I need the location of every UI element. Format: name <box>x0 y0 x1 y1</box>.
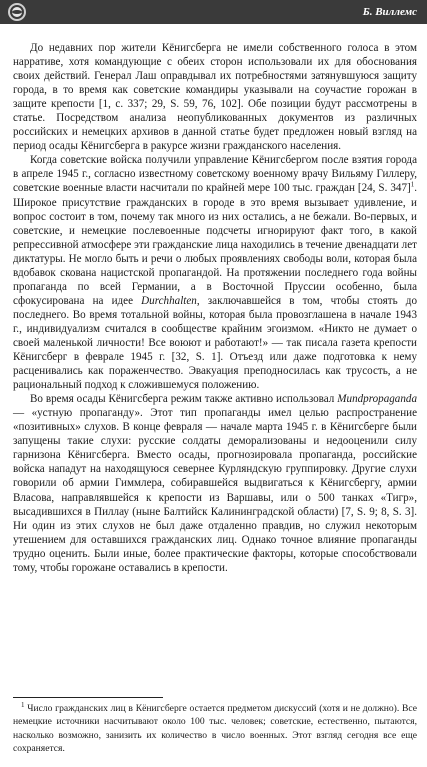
footnote <box>13 702 417 755</box>
footnote-paragraph <box>13 702 417 755</box>
text-segment: . Широкое присутствие гражданских в городе в это время вызывает удивление, и вопрос состоит в том, почему так много из них остались, а не бежали. Во-первых, и советские, и немецкие послевоенные подсчеты игнорируют факт того, в какой репрессивной атмосфере эти гражданские лица находились в течение двенадцати лет диктатуры. Не могло быть и речи о любых проявлениях свободы воли, которая была вдобавок скована нацистской пропагандой. На протяжении последнего года войны пропаганда по всей Германии, а в Восточной Пруссии особенно, была сфокусирована на идее <box>13 182 417 307</box>
text-segment: , заключавшейся в том, чтобы стоять до последнего. Во время тотальной войны, которая была провозглашена в начале 1943 г., индивидуализм считался в сообществе крайним эгоизмом. «Никто не думает о своей маленькой личности! Все воюют и работают!» — так писала газета крепости Кёнигсберг в феврале 1945 г. [32, S. 1]. Отъезд или даже подготовка к нему расценивались как пораженчество. Эвакуация преподносилась как трусость, а не рациональный подход к сложившемуся положению. <box>13 294 417 392</box>
paragraph <box>13 41 417 153</box>
italic-term: Durchhalten <box>141 294 197 307</box>
footnote-marker: 1 <box>21 700 25 709</box>
italic-term: Mundpropaganda <box>337 393 417 406</box>
footnote-reference[interactable]: 1 <box>410 180 415 189</box>
running-header-author: Б. Виллемс <box>362 6 417 18</box>
text-segment: — «устную пропаганду». Этот тип пропаганды имел целью распространение «позитивных» слухов. В конце февраля — начале марта 1945 г. в Кёнигсберге были запущены такие слухи: русские солдаты деморализованы и недооценили силу гарнизона Кёнигсберга. Вместо осады, прогнозировала пропаганда, российские войска нападут на находящуюся севернее Курляндскую группировку. Другие слухи говорили об армии Гиммлера, собиравшейся выдвигаться к Кёнигсбергу, армии Власова, направлявшейся к крепости из Варшавы, или о 500 танках «Тигр», высадившихся в Пиллау (ныне Балтийск Калининградской области) [7, S. 9; 8, S. 3]. Ни один из этих слухов не был даже отдаленно правдив, но служил некоторым утешением для оставшихся гражданских лиц. Однако точное влияние пропаганды трудно оценить. Были иные, более практические факторы, которые способствовали тому, чтобы горожане оставались в крепости. <box>13 407 417 574</box>
paragraph <box>13 153 417 392</box>
journal-logo-icon <box>8 3 26 21</box>
body-text <box>13 41 417 575</box>
text-segment: Во время осады Кёнигсберга режим также активно использовал <box>30 393 338 406</box>
footnote-text: Число гражданских лиц в Кёнигсберге остается предметом дискуссий (хотя и не должно). Все немецкие источники насчитывают около 100 тыс. человек; советские, естественно, пытаются, насколько возможно, занизить их количество в число военных. Этот взгляд сегодня все еще сохраняется. <box>13 703 417 754</box>
footnote-divider <box>13 697 163 698</box>
running-header <box>0 0 427 24</box>
paragraph <box>13 392 417 575</box>
text-segment: Когда советские войска получили управление Кёнигсбергом после взятия города в апреле 1945 г., согласно известному советскому военному врачу Вильяму Гиллеру, советские военные власти насчитали по крайней мере 100 тыс. граждан [24, S. 347] <box>13 154 417 195</box>
text-segment: До недавних пор жители Кёнигсберга не имели собственного голоса в этом нарративе, хотя командующие с обеих сторон использовали их для обоснования своих действий. Генерал Лаш оправдывал их потребностями затянувшуюся защиту города, в то время как советские командиры указывали на соучастие горожан в защите крепости [1, с. 337; 29, S. 59, 76, 102]. Обе позиции будут рассмотрены в статье. Посредством анализа неопубликованных документов из различных российских и немецких архивов в данной статье будет предложен новый взгляд на период осады Кёнигсберга в ракурсе жизни гражданского населения. <box>13 42 417 153</box>
